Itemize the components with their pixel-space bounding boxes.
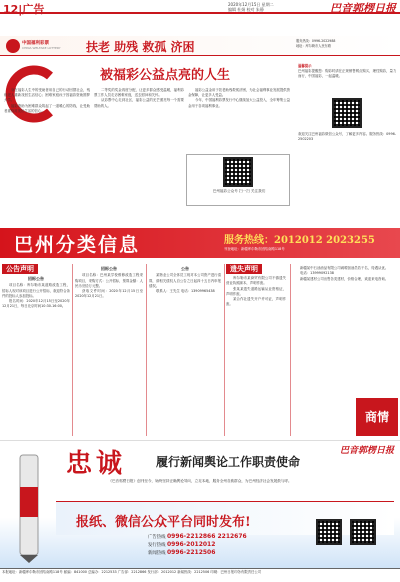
welfare-logo-icon <box>6 39 20 53</box>
ad-body: 《巴音郭楞日报》创刊至今，始终坚持正确舆论导向，立足本地，服务全州各族群众，为巴州经济社会发展鼓与呼。 <box>108 479 292 483</box>
welfare-column-2: 二等奖的奖金再度分配，让更多群众感受温暖，福利彩票工作人员走访困难家庭，送去慰问和关怀。 从彩票中心走到社区，福彩公益的光芒照亮每一个需要帮助的人。 <box>94 88 184 108</box>
qr-code-icon <box>332 98 362 128</box>
ad-subheadline: 履行新闻舆论工作职责使命 <box>156 455 301 469</box>
welfare-headline: 被福彩公益点亮的人生 <box>100 68 231 83</box>
welfare-lottery-ad <box>0 36 400 256</box>
pen-illustration-icon <box>6 447 52 563</box>
ad-headline: 忠诚 <box>66 449 127 479</box>
classified-column-1: 招标公告 项目名称：库尔勒市某道路改造工程，招标人现对该项目进行公开招标，欢迎符合条件的投标人参加投标。 报名时间：2020年12月15日至2020年12月21日，每日北京时间10:30-16:00。 <box>2 276 70 309</box>
newspaper-ad <box>0 440 400 568</box>
classified-column-3: 公告 某物业公司全体员工现对本公司资产进行清算，请相关债权人自公告之日起四十五日内申报债权。 联系人：王先生 电话：13909965438 <box>149 266 221 294</box>
welfare-column-3: 福彩公益金用于扶老助残救孤济困，为社会福利事业发展提供资金保障，让更多人受益。 今年，中国福利彩票发行中心继续加大公益投入，全年筹集公益金用于各项福利事业。 <box>188 88 290 108</box>
classified-column-4: 库尔勒市某商贸有限公司不慎遗失营业执照副本，声明作废。 张某某遗失道路运输从业资格证，声明作废。 某合作社遗失开户许可证，声明作废。 <box>226 276 286 307</box>
welfare-logo: 中国福利彩票 CHINA WELFARE LOTTERY <box>6 39 86 53</box>
qr-code-icon <box>223 157 253 187</box>
classified-area <box>0 260 400 438</box>
welfare-hotline: 服务热线：0996-2022988 地址：库尔勒市人民东路 <box>296 39 336 48</box>
classified-address: 刊登地址：新疆库尔勒市团结南路118号 <box>224 247 285 251</box>
classified-column-5: 新疆某中石油油品有限公司诚聘加油员若干名，待遇从优。 电话：13999092138 新疆某建材公司出售各类建材，价格合理，欢迎来电咨询。 <box>300 266 389 281</box>
page-footer: 本报地址：新疆库尔勒市团结南路118号 邮编：841000 总编办：2212533 广告部：2212866 发行部：2012012 新闻热线：2212506 印刷：巴州日报印务有限责任公司 <box>0 568 400 582</box>
welfare-right-panel: 温馨提示 巴州福彩提醒您：购彩时请在正规销售网点购买，理性购彩，量力而行，中国福彩，一起温暖。 <box>298 64 397 79</box>
welfare-top-band <box>0 36 400 56</box>
classified-banner <box>0 228 400 258</box>
page-header <box>0 0 400 14</box>
tag-announce: 公告声明 <box>2 264 38 274</box>
page-number: 12|广告 <box>3 3 45 16</box>
tag-cancel: 遗失声明 <box>226 264 262 274</box>
qr-code-icon <box>316 519 342 545</box>
masthead: 巴音郭楞日报 <box>330 2 396 15</box>
tag-merchant: 商情 <box>356 398 398 436</box>
classified-column-2: 招标公告 项目名称：巴州某学校维修改造工程采购项目，采购方式：公开招标，预算金额：人民币叁拾万元整。 获取文件时间：2020年12月15日至2020年12月21日。 <box>75 266 143 299</box>
ad-phone-list: 广告热线 0996-2212866 2212676 发行热线 0996-2012012 新闻热线 0996-2212506 <box>148 533 247 556</box>
classified-hotline: 服务热线：2012012 2023255 <box>224 235 375 246</box>
welfare-qr-box: 巴州福彩公众号 扫一扫 关注我们 <box>186 154 290 206</box>
welfare-qr2-caption: 欢迎关注巴州福彩微信公众号，了解更多内容。服务热线：0996-2502203 <box>298 132 397 142</box>
welfare-slogan: 扶老 助残 救孤 济困 <box>86 40 195 54</box>
welfare-column-1: 身在福彩人生中的受助者用自己的行动回馈社会，残疾老人重新找回生活信心；困难家庭孩子因福彩资助圆梦大学。 福彩资助为困难群众筑起了一道暖心的防线，让受助者重拾对美好生活的信心。 <box>4 88 90 113</box>
classified-title: 巴州分类信息 <box>14 234 141 256</box>
date-line: 2020年12月15日 星期二 编辑 杜娟 校对 朱静 <box>228 2 274 12</box>
ad-masthead: 巴音郭楞日报 <box>339 446 394 456</box>
ad-call-to-action: 报纸、微信公众平台同时发布! <box>76 515 251 530</box>
qr-code-icon <box>350 519 376 545</box>
